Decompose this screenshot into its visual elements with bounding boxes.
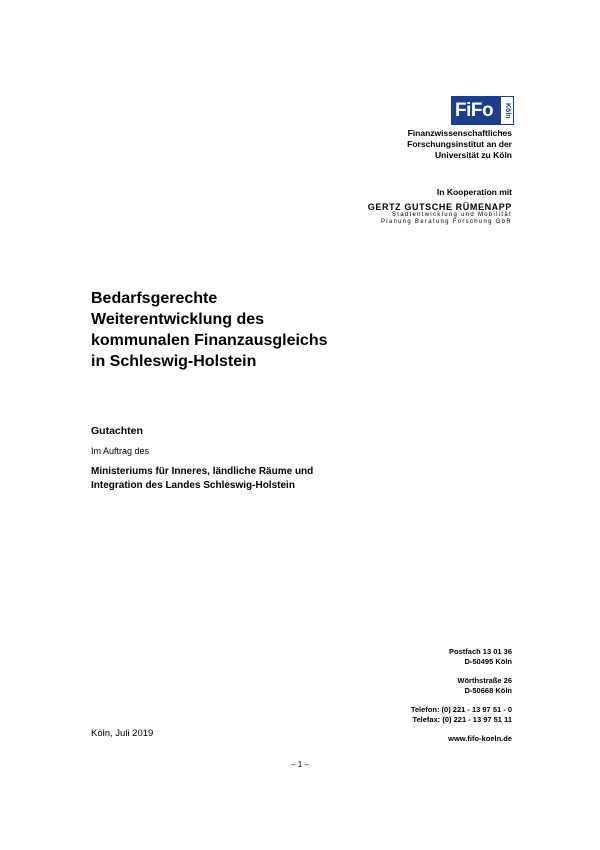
ministry-line: Integration des Landes Schleswig-Holstein — [91, 480, 295, 491]
logo-side-text: Köln — [501, 97, 513, 124]
place-date: Köln, Juli 2019 — [91, 728, 154, 739]
logo-main-text: FiFo — [455, 100, 494, 121]
document-title — [91, 288, 328, 372]
fifo-logo — [451, 96, 514, 125]
institute-line: Universität zu Köln — [435, 150, 512, 160]
partner-logo — [368, 202, 512, 226]
contact-block — [411, 647, 512, 744]
ministry-name — [91, 465, 313, 493]
postfach: Postfach 13 01 36 — [449, 647, 512, 656]
institute-line: Forschungsinstitut an der — [407, 139, 512, 149]
title-line: Bedarfsgerechte — [91, 290, 218, 307]
cooperation-label: In Kooperation mit — [436, 187, 512, 197]
ministry-line: Ministeriums für Inneres, ländliche Räume und — [91, 466, 314, 477]
street: Wörthstraße 26 — [457, 676, 512, 685]
partner-tagline: Planung Beratung Forschung GbR — [380, 219, 512, 225]
page-number: – 1 – — [291, 760, 309, 769]
title-line: kommunalen Finanzausgleichs — [91, 332, 328, 349]
title-line: Weiterentwicklung des — [91, 311, 265, 328]
postfach-city: D-50495 Köln — [464, 657, 512, 666]
partner-name: GERTZ GUTSCHE RÜMENAPP — [367, 202, 512, 212]
title-line: in Schleswig-Holstein — [91, 353, 257, 370]
fax: Telefax: (0) 221 - 13 97 51 11 — [412, 715, 512, 724]
commissioned-by-label: Im Auftrag des — [91, 446, 150, 456]
phone: Telefon: (0) 221 - 13 97 51 - 0 — [410, 705, 512, 714]
partner-tagline: Stadtentwicklung und Mobilität — [391, 212, 512, 218]
institute-line: Finanzwissenschaftliches — [407, 128, 512, 138]
website-link[interactable]: www.fifo-koeln.de — [448, 734, 512, 743]
street-city: D-50668 Köln — [464, 686, 512, 695]
document-type: Gutachten — [91, 425, 143, 437]
institute-name — [407, 128, 512, 161]
